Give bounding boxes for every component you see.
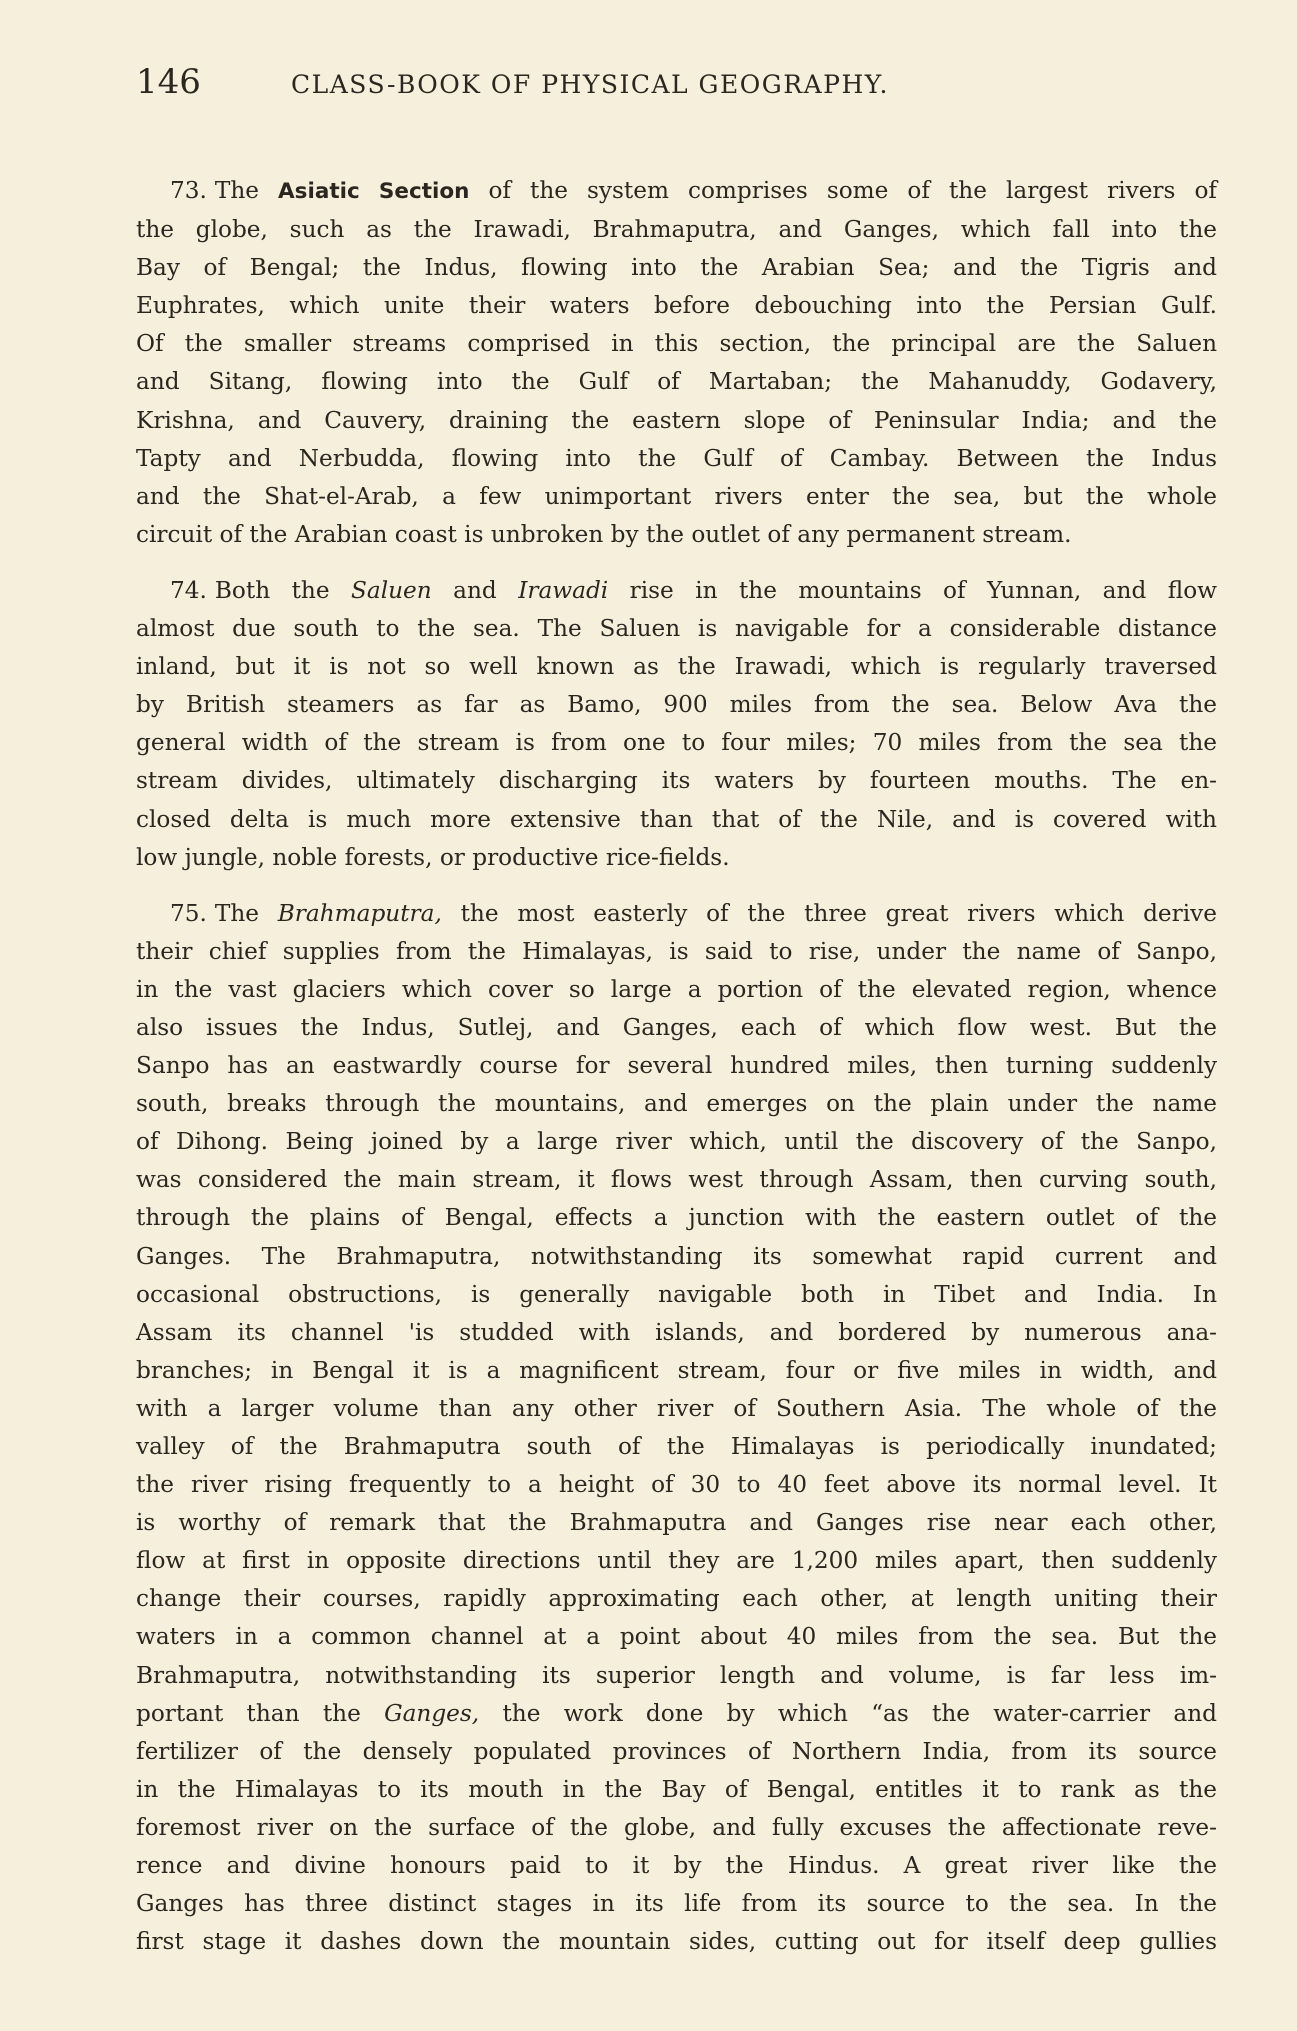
text-line — [136, 1314, 1217, 1352]
text-run: Ganges has three distinct stages in its life from its source to the sea. In the — [136, 1890, 1217, 1918]
italic-term: Saluen — [351, 576, 432, 604]
text-line — [136, 1733, 1217, 1771]
text-run: closed delta is much more extensive than that of the Nile, and is covered with — [136, 805, 1217, 833]
text-run: change their courses, rapidly approximating each other, at length uniting their — [136, 1585, 1217, 1613]
body-text — [136, 172, 1217, 1961]
text-line — [136, 1161, 1217, 1199]
text-run: inland, but it is not so well known as the Irawadi, which is regularly traversed — [136, 653, 1217, 681]
text-run: rence and divine honours paid to it by the Hindus. A great river like the — [136, 1852, 1217, 1880]
text-line — [136, 1885, 1217, 1923]
text-run: waters in a common channel at a point about 40 miles from the sea. But the — [136, 1623, 1217, 1651]
text-line — [136, 440, 1217, 478]
text-line — [136, 478, 1217, 516]
text-line — [136, 839, 1217, 877]
text-line — [136, 1085, 1217, 1123]
paragraph-73 — [136, 172, 1217, 554]
text-run: the work done by which “as the water-carrier and — [479, 1699, 1217, 1727]
text-line — [136, 1771, 1217, 1809]
paragraph-number: 75. — [170, 899, 207, 927]
text-run: the river rising frequently to a height of 30 to 40 feet above its normal level. It — [136, 1471, 1217, 1499]
text-run: rise in the mountains of Yunnan, and flow — [608, 576, 1217, 604]
text-run: portant than the — [136, 1699, 385, 1727]
text-run: fertilizer of the densely populated provinces of Northern India, from its source — [136, 1737, 1217, 1765]
text-line — [136, 1009, 1217, 1047]
text-line — [136, 895, 1217, 933]
text-run: flow at first in opposite directions until they are 1,200 miles apart, then suddenly — [136, 1547, 1217, 1575]
text-line — [136, 686, 1217, 724]
text-line — [136, 287, 1217, 325]
text-run: Sanpo has an eastwardly course for several hundred miles, then turning suddenly — [136, 1052, 1217, 1080]
text-run: Of the smaller streams comprised in this section, the principal are the Saluen — [136, 330, 1217, 358]
text-run: Krishna, and Cauvery, draining the eastern slope of Peninsular India; and the — [136, 406, 1217, 434]
text-run: general width of the stream is from one to four miles; 70 miles from the sea the — [136, 729, 1217, 757]
text-line — [136, 363, 1217, 401]
text-run: their chief supplies from the Himalayas, is said to rise, under the name of Sanpo, — [136, 937, 1217, 965]
text-line — [136, 1276, 1217, 1314]
text-run: Brahmaputra, notwithstanding its superior length and volume, is far less im- — [136, 1661, 1217, 1689]
text-run: south, breaks through the mountains, and emerges on the plain under the name — [136, 1090, 1217, 1118]
text-run: and the Shat-el-Arab, a few unimportant rivers enter the sea, but the whole — [136, 482, 1217, 510]
text-line — [136, 1466, 1217, 1504]
text-line — [136, 1390, 1217, 1428]
text-run: the most easterly of the three great rivers which derive — [441, 899, 1217, 927]
text-line — [136, 1504, 1217, 1542]
paragraph-74 — [136, 572, 1217, 877]
text-run: Both the — [214, 576, 351, 604]
text-run: Euphrates, which unite their waters before debouching into the Persian Gulf. — [136, 292, 1217, 320]
text-run: foremost river on the surface of the globe, and fully excuses the affectionate reve- — [136, 1813, 1217, 1841]
text-line — [136, 762, 1217, 800]
text-line — [136, 1618, 1217, 1656]
text-line — [136, 1352, 1217, 1390]
bold-term: Asiatic Section — [278, 179, 470, 204]
text-run: Assam its channel 'is studded with islands, and bordered by numerous ana- — [136, 1318, 1217, 1346]
text-run: and Sitang, flowing into the Gulf of Martaban; the Mahanuddy, Godavery, — [136, 368, 1217, 396]
text-run: through the plains of Bengal, effects a junction with the eastern outlet of the — [136, 1204, 1217, 1232]
text-line — [136, 648, 1217, 686]
text-line — [136, 1580, 1217, 1618]
text-line — [136, 249, 1217, 287]
text-line — [136, 801, 1217, 839]
text-line — [136, 572, 1217, 610]
text-run: Ganges. The Brahmaputra, notwithstanding its somewhat rapid current and — [136, 1242, 1217, 1270]
text-run: in the Himalayas to its mouth in the Bay of Bengal, entitles it to rank as the — [136, 1775, 1217, 1803]
paragraph-number: 74. — [170, 576, 207, 604]
italic-term: Irawadi — [518, 576, 609, 604]
paragraph-number: 73. — [170, 177, 207, 204]
text-line — [136, 211, 1217, 249]
text-line — [136, 1123, 1217, 1161]
text-run: occasional obstructions, is generally navigable both in Tibet and India. In — [136, 1280, 1217, 1308]
text-run: and — [431, 576, 519, 604]
paragraph-75 — [136, 895, 1217, 1962]
text-line — [136, 1809, 1217, 1847]
text-line — [136, 1657, 1217, 1695]
text-run: by British steamers as far as Bamo, 900 miles from the sea. Below Ava the — [136, 691, 1217, 719]
text-line — [136, 325, 1217, 363]
text-run: is worthy of remark that the Brahmaputra and Ganges rise near each other, — [136, 1509, 1217, 1537]
text-line — [136, 1847, 1217, 1885]
text-run: The — [214, 899, 278, 927]
text-line — [136, 516, 1217, 554]
text-run: The — [214, 177, 279, 204]
running-head — [136, 62, 1217, 122]
text-run: of Dihong. Being joined by a large river which, until the discovery of the Sanpo, — [136, 1128, 1217, 1156]
text-line — [136, 1238, 1217, 1276]
text-line — [136, 1542, 1217, 1580]
text-run: was considered the main stream, it flows west through Assam, then curving south, — [136, 1166, 1217, 1194]
text-run: valley of the Brahmaputra south of the Himalayas is periodically inundated; — [136, 1433, 1217, 1460]
page-number: 146 — [136, 62, 201, 102]
text-run: also issues the Indus, Sutlej, and Ganges, each of which flow west. But the — [136, 1013, 1217, 1041]
text-run: with a larger volume than any other river of Southern Asia. The whole of the — [136, 1394, 1217, 1422]
text-line — [136, 610, 1217, 648]
running-title: CLASS-BOOK OF PHYSICAL GEOGRAPHY. — [291, 70, 889, 99]
text-run: of the system comprises some of the largest rivers of — [469, 177, 1217, 204]
text-line — [136, 1199, 1217, 1237]
text-run: Bay of Bengal; the Indus, flowing into the Arabian Sea; and the Tigris and — [136, 254, 1217, 282]
text-run: low jungle, noble forests, or productive rice-fields. — [136, 843, 730, 871]
text-run: in the vast glaciers which cover so large a portion of the elevated region, whence — [136, 975, 1217, 1003]
text-run: stream divides, ultimately discharging its waters by fourteen mouths. The en- — [136, 767, 1217, 795]
text-line — [136, 1695, 1217, 1733]
text-line — [136, 971, 1217, 1009]
text-line — [136, 172, 1217, 211]
text-line — [136, 402, 1217, 440]
text-line — [136, 1428, 1217, 1466]
text-line — [136, 1047, 1217, 1085]
text-line — [136, 724, 1217, 762]
italic-term: Ganges, — [384, 1699, 480, 1727]
text-run: first stage it dashes down the mountain sides, cutting out for itself deep gullies — [136, 1928, 1217, 1956]
italic-term: Brahmaputra, — [277, 899, 442, 927]
text-line — [136, 933, 1217, 971]
text-line — [136, 1923, 1217, 1961]
text-run: Tapty and Nerbudda, flowing into the Gulf of Cambay. Between the Indus — [136, 444, 1217, 472]
text-run: branches; in Bengal it is a magnificent stream, four or five miles in width, and — [136, 1356, 1217, 1384]
text-run: the globe, such as the Irawadi, Brahmaputra, and Ganges, which fall into the — [136, 216, 1217, 244]
text-run: almost due south to the sea. The Saluen is navigable for a considerable distance — [136, 615, 1217, 643]
text-run: circuit of the Arabian coast is unbroken by the outlet of any permanent stream. — [136, 520, 1072, 548]
